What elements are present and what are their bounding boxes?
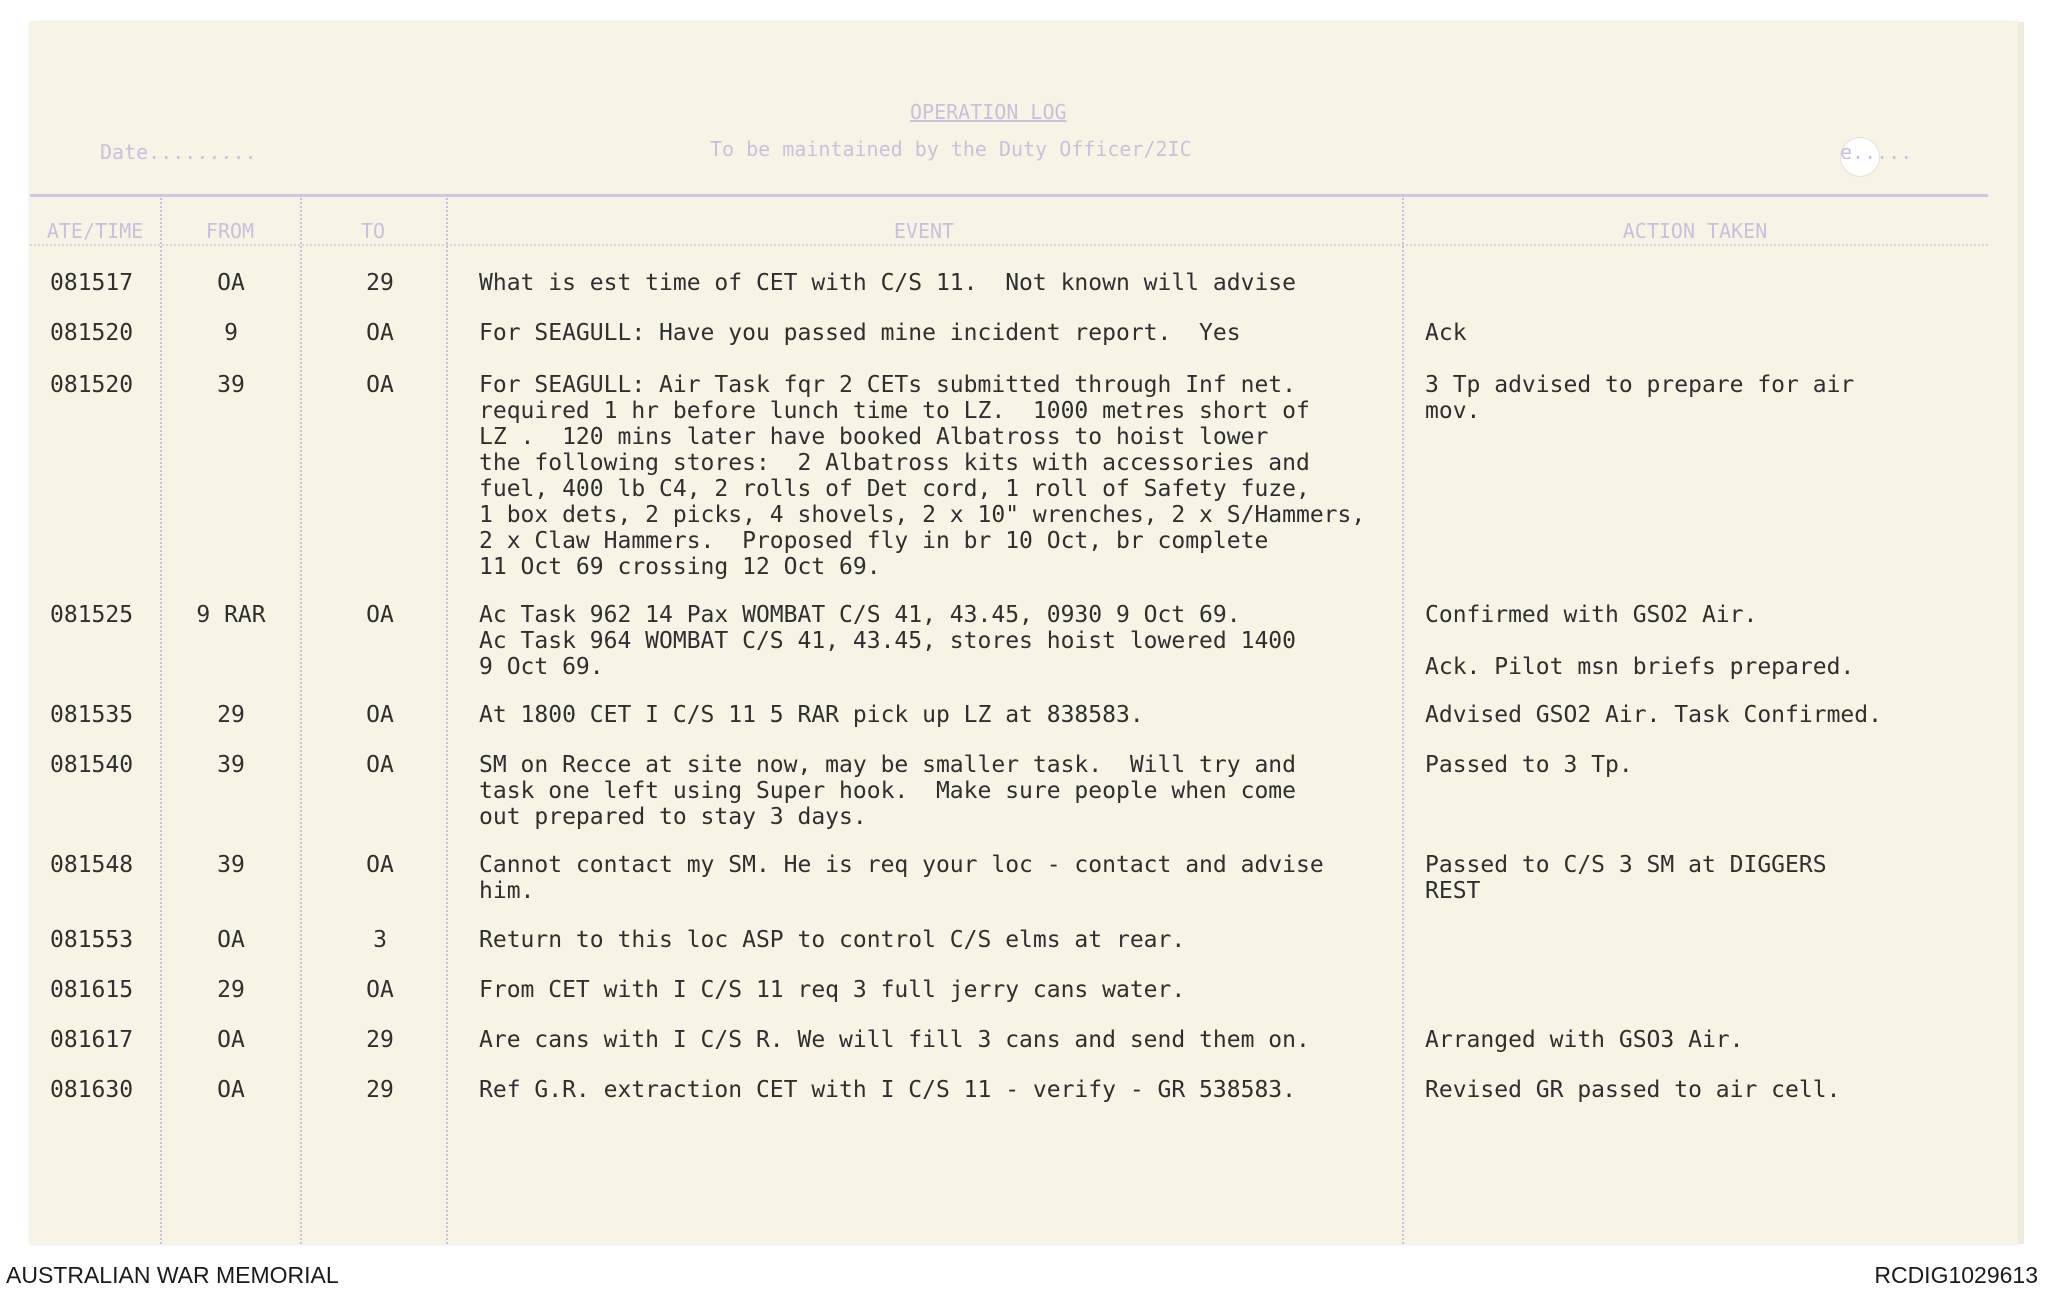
entry-event (479, 372, 1459, 580)
entry-event (479, 927, 1459, 953)
action-line: Arranged with GSO3 Air. (1425, 1027, 1744, 1053)
date-label: Date......... (100, 140, 257, 164)
action-line: Ack. Pilot msn briefs prepared. (1425, 654, 1855, 680)
event-line: 9 Oct 69. (479, 654, 604, 680)
action-line: Passed to 3 Tp. (1425, 752, 1633, 778)
form-subtitle: To be maintained by the Duty Officer/2IC (710, 137, 1192, 161)
entry-event (479, 602, 1459, 680)
entry-to: OA (366, 752, 394, 778)
event-line: the following stores: 2 Albatross kits with accessories and (479, 450, 1310, 476)
entry-to: 29 (366, 270, 394, 296)
event-line: fuel, 400 lb C4, 2 rolls of Det cord, 1 roll of Safety fuze, (479, 476, 1310, 502)
action-line: Advised GSO2 Air. Task Confirmed. (1425, 702, 1882, 728)
entry-action (1425, 852, 1985, 904)
event-line: What is est time of CET with C/S 11. Not known will advise (479, 270, 1296, 296)
entry-action (1425, 702, 1985, 728)
event-line: task one left using Super hook. Make sure people when come (479, 778, 1296, 804)
column-header-from: FROM (205, 219, 255, 243)
entry-event (479, 320, 1459, 346)
action-line: Passed to C/S 3 SM at DIGGERS (1425, 852, 1827, 878)
entry-action (1425, 752, 1985, 778)
event-line: Are cans with I C/S R. We will fill 3 cans and send them on. (479, 1027, 1310, 1053)
entry-datetime: 081540 (50, 752, 134, 778)
entry-from: OA (217, 927, 245, 953)
entry-action (1425, 1077, 1985, 1103)
column-header-event: EVENT (893, 219, 955, 243)
event-line: SM on Recce at site now, may be smaller task. Will try and (479, 752, 1296, 778)
entry-action (1425, 1027, 1985, 1053)
entry-datetime: 081520 (50, 320, 134, 346)
entry-datetime: 081630 (50, 1077, 134, 1103)
entry-event (479, 852, 1459, 904)
entry-action (1425, 602, 1985, 680)
footer-reference: RCDIG1029613 (1874, 1262, 2038, 1288)
page-label: e..... (1840, 140, 1913, 164)
entry-datetime: 081615 (50, 977, 134, 1003)
event-line: For SEAGULL: Air Task fqr 2 CETs submitted through Inf net. (479, 372, 1296, 398)
event-line: Ref G.R. extraction CET with I C/S 11 - verify - GR 538583. (479, 1077, 1296, 1103)
entry-from: 29 (217, 977, 245, 1003)
action-line: mov. (1425, 398, 1481, 424)
entry-action (1425, 320, 1985, 346)
action-line: Confirmed with GSO2 Air. (1425, 602, 1758, 628)
action-line: Ack (1425, 320, 1467, 346)
entry-to: OA (366, 602, 394, 628)
entry-datetime: 081517 (50, 270, 134, 296)
entry-datetime: 081553 (50, 927, 134, 953)
column-header-datetime: ATE/TIME (46, 219, 144, 243)
entry-datetime: 081535 (50, 702, 134, 728)
entry-event (479, 977, 1459, 1003)
table-header-rule (30, 244, 1988, 246)
action-line: REST (1425, 878, 1481, 904)
entry-to: OA (366, 372, 394, 398)
event-line: 11 Oct 69 crossing 12 Oct 69. (479, 554, 881, 580)
entry-action (1425, 372, 1985, 424)
entry-from: 39 (217, 752, 245, 778)
entry-from: 39 (217, 372, 245, 398)
entry-datetime: 081548 (50, 852, 134, 878)
entry-from: OA (217, 1027, 245, 1053)
entry-to: 29 (366, 1027, 394, 1053)
entry-event (479, 702, 1459, 728)
event-line: Ac Task 964 WOMBAT C/S 41, 43.45, stores hoist lowered 1400 (479, 628, 1296, 654)
event-line: LZ . 120 mins later have booked Albatross to hoist lower (479, 424, 1269, 450)
entry-datetime: 081617 (50, 1027, 134, 1053)
entry-from: OA (217, 270, 245, 296)
event-line: 2 x Claw Hammers. Proposed fly in br 10 Oct, br complete (479, 528, 1269, 554)
entry-from: 29 (217, 702, 245, 728)
entry-datetime: 081520 (50, 372, 134, 398)
entry-to: 29 (366, 1077, 394, 1103)
action-line: 3 Tp advised to prepare for air (1425, 372, 1855, 398)
paper-edge (2018, 22, 2024, 1244)
column-header-to: TO (360, 219, 386, 243)
entry-to: OA (366, 852, 394, 878)
log-sheet (30, 22, 2018, 1244)
entry-to: OA (366, 702, 394, 728)
entry-to: 3 (373, 927, 387, 953)
event-line: 1 box dets, 2 picks, 4 shovels, 2 x 10" wrenches, 2 x S/Hammers, (479, 502, 1366, 528)
entry-from: 9 (224, 320, 238, 346)
entry-from: OA (217, 1077, 245, 1103)
entry-from: 9 RAR (196, 602, 266, 628)
action-line: Revised GR passed to air cell. (1425, 1077, 1841, 1103)
event-line: required 1 hr before lunch time to LZ. 1000 metres short of (479, 398, 1310, 424)
action-line (1425, 628, 1985, 654)
event-line: out prepared to stay 3 days. (479, 804, 867, 830)
event-line: Ac Task 962 14 Pax WOMBAT C/S 41, 43.45, 0930 9 Oct 69. (479, 602, 1241, 628)
event-line: From CET with I C/S 11 req 3 full jerry cans water. (479, 977, 1186, 1003)
entry-to: OA (366, 977, 394, 1003)
entry-event (479, 1077, 1459, 1103)
entry-event (479, 270, 1459, 296)
entry-to: OA (366, 320, 394, 346)
event-line: For SEAGULL: Have you passed mine incident report. Yes (479, 320, 1241, 346)
entry-event (479, 752, 1459, 830)
event-line: Return to this loc ASP to control C/S elms at rear. (479, 927, 1186, 953)
event-line: At 1800 CET I C/S 11 5 RAR pick up LZ at 838583. (479, 702, 1144, 728)
footer-source: AUSTRALIAN WAR MEMORIAL (6, 1262, 339, 1288)
entry-from: 39 (217, 852, 245, 878)
entry-datetime: 081525 (50, 602, 134, 628)
event-line: Cannot contact my SM. He is req your loc - contact and advise (479, 852, 1324, 878)
form-title: OPERATION LOG (910, 100, 1067, 124)
table-top-rule (30, 194, 1988, 197)
column-header-action: ACTION TAKEN (1622, 219, 1768, 243)
entry-event (479, 1027, 1459, 1053)
event-line: him. (479, 878, 535, 904)
